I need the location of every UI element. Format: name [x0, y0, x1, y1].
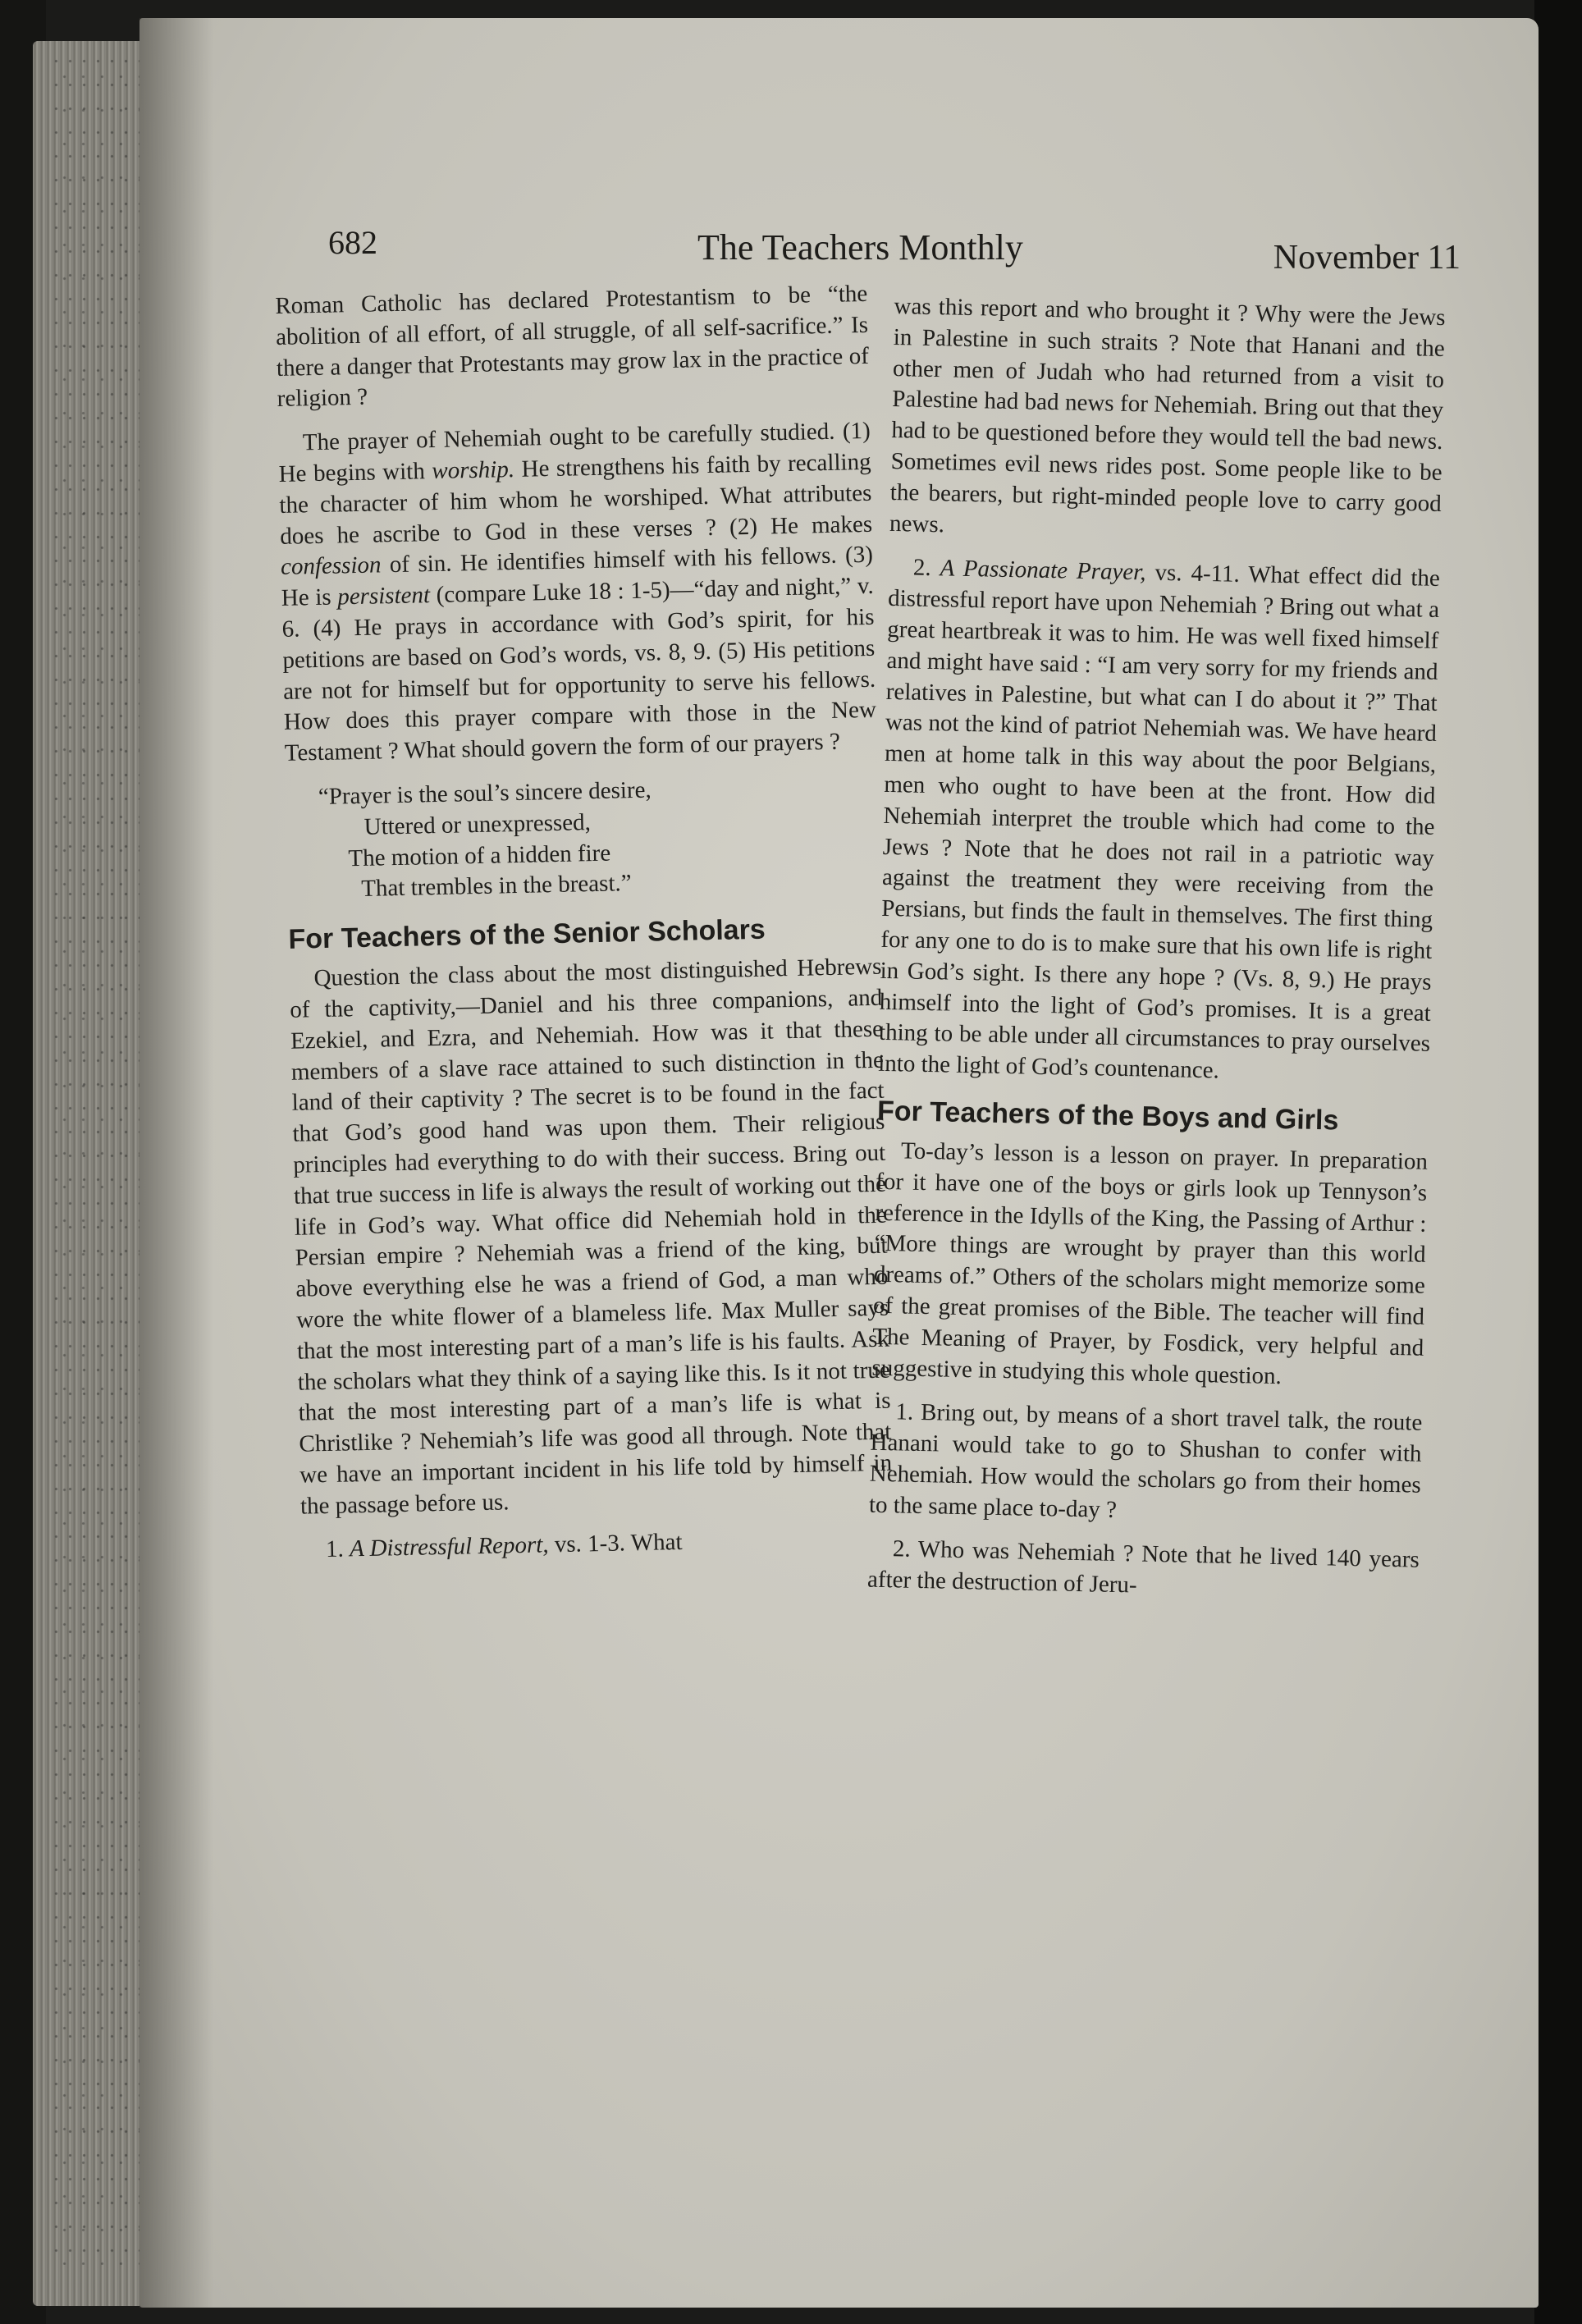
text-run: The prayer of Nehemiah ought to be carefully studied. (1) He begins with	[278, 418, 871, 487]
item-title: A Passionate Prayer,	[940, 555, 1146, 586]
text-run: vs. 1-3. What	[548, 1529, 683, 1558]
emphasis: persistent	[336, 582, 431, 611]
emphasis: worship.	[431, 455, 515, 485]
item-number: 2.	[912, 554, 940, 582]
paragraph	[301, 1523, 894, 1567]
paragraph: To-day’s lesson is a lesson on prayer. In preparation for it have one of the boys or girls look up Tennyson’s reference in the Idylls of the King, the Passing of Arthur : “More things are wrought by prayer than this world dreams of.” Others of the scholars might memorize some of the great promises of the Bible. The teacher will find The Meaning of Prayer, by Fosdick, very helpful and suggestive in studying this whole question.	[871, 1137, 1429, 1389]
item-number: 1.	[325, 1535, 350, 1563]
poem-quote	[286, 771, 880, 907]
paragraph: 2. Who was Nehemiah ? Note that he lived 140 years after the destruction of Jeru-	[866, 1535, 1420, 1599]
page-edge-speckles	[49, 49, 148, 2265]
issue-date: November 11	[1273, 239, 1461, 277]
journal-title: The Teachers Monthly	[697, 227, 1023, 268]
paragraph	[278, 416, 878, 770]
page-number: 682	[328, 224, 377, 261]
poem-line: “Prayer is the soul’s sincere desire,	[318, 776, 652, 810]
poem-line: Uttered or unexpressed,	[363, 808, 592, 840]
gutter-shadow	[139, 18, 213, 2308]
running-header	[328, 222, 1461, 287]
text-run: of sin. He identifies himself with his fellows. (3) He is	[281, 542, 874, 612]
paragraph: Question the class about the most distinguished Hebrews of the captivity,—Daniel and his three companions, and Ezekiel, and Ezra, and Nehemiah. How was it that these members of a slave race attained to such distinction in the land of their captivity ? The secret is to be found in the fact that God’s good hand was upon them. Their religious principles had everything to do with their success. Bring out that true success in life is always the result of working out the life in God’s way. What office did Nehemiah hold in the Persian empire ? Nehemiah was a friend of the king, but above everything else he was a friend of God, a man who wore the white flower of a blameless life. Max Muller says that the most interesting part of a man’s life is his faults. Ask the scholars what they think of a saying like this. Is it not true that the most interesting part of a man’s life is what is Christlike ? Nehemiah’s life was good all through. Note that we have an important incident in his life told by himself in the passage before us.	[290, 953, 893, 1520]
paragraph: was this report and who brought it ? Why were the Jews in Palestine in such straits ? Note that Hanani and the other men of Judah who had returned from a visit to Palestine had bad news for Nehemiah. Bring out that they had to be questioned before they would tell the bad news. Sometimes evil news rides post. Some people like to be the bearers, but right-minded people love to carry good news.	[889, 292, 1446, 538]
text-run: (compare Luke 18 : 1-5)—“day and night,” v. 6. (4) He prays in accordance with God’s spirit, for his petitions are based on God’s words, vs. 8, 9. (5) His petitions are not for himself but for opportunity to serve his fellows. How does this prayer compare with those in the New Testament ? What should govern the form of our prayers ?	[281, 572, 877, 767]
background-right	[1534, 0, 1582, 2324]
paragraph: Roman Catholic has declared Protestantism to be “the abolition of all effort, of all struggle, of all self-sacrifice.” Is there a danger that Protestants may grow lax in the practice of religion ?	[275, 280, 870, 413]
poem-line: That trembles in the breast.”	[360, 870, 632, 903]
left-column	[275, 279, 903, 2031]
section-heading-senior-scholars: For Teachers of the Senior Scholars	[288, 913, 766, 955]
text-run: He strengthens his faith by recalling the character of him whom he worshiped. What attributes does he ascribe to God in these verses ? (2) He makes	[279, 448, 873, 550]
text-run: vs. 4-11. What effect did the distressful report have upon Nehemiah ? Bring out what a great heartbreak it was to him. He was well fixed himself and might have said : “I am very sorry for my friends and relatives in Palestine, but what can I do about it ?” That was not the kind of patriot Nehemiah was. We have heard men at home talk in this way about the poor Belgians, men who ought to have been at the front. How did Nehemiah interpret the trouble which had come to the Jews ? Note that he does not rail in a patriotic way against the treatment they were receiving from the Persians, but finds the fault in themselves. The first thing for any one to do is to make sure that his own life is right in God’s sight. Is there any hope ? (Vs. 8, 9.) He prays himself into the light of God’s promises. It is a great thing to be able under all circumstances to pray ourselves into the light of God’s countenance.	[877, 559, 1441, 1084]
item-title: A Distressful Report,	[349, 1531, 549, 1562]
emphasis: confession	[280, 551, 382, 581]
right-column	[858, 291, 1446, 2043]
paragraph	[878, 552, 1440, 1091]
poem-line: The motion of a hidden fire	[348, 839, 611, 872]
paragraph: 1. Bring out, by means of a short travel talk, the route Hanani would take to go to Shushan to confer with Nehemiah. How would the scholars go from their homes to the same place to-day ?	[868, 1398, 1423, 1523]
section-heading-boys-and-girls: For Teachers of the Boys and Girls	[876, 1095, 1339, 1137]
